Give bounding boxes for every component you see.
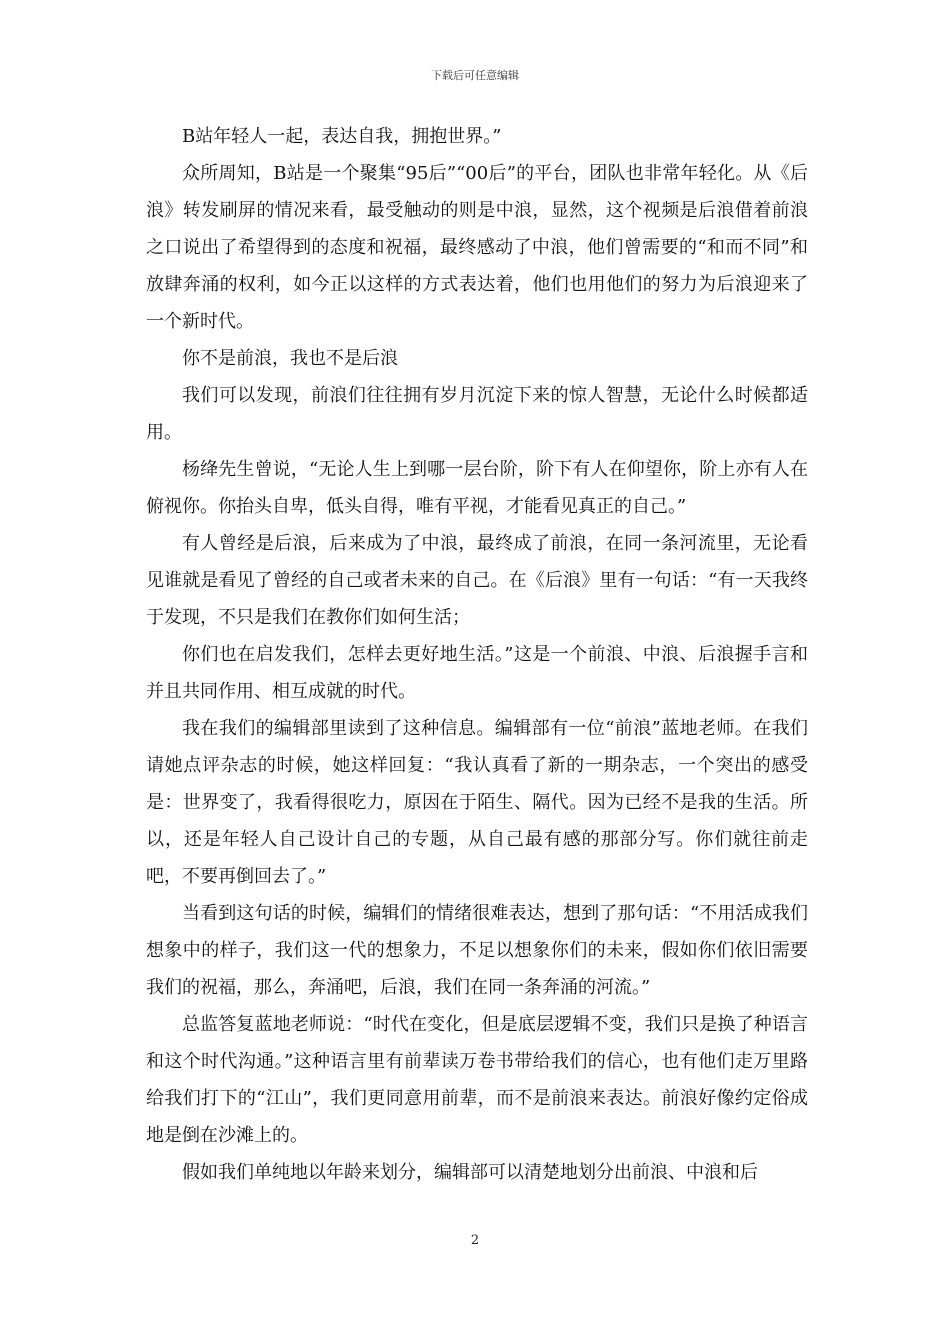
paragraph: 众所周知，B站是一个聚集“95后”“00后”的平台，团队也非常年轻化。从《后浪》转发刷屏的情况来看，最受触动的则是中浪，显然，这个视频是后浪借着前浪之口说出了希望得到的态度和祝福，最终感动了中浪，他们曾需要的“和而不同”和放肆奔涌的权利，如今正以这样的方式表达着，他们也用他们的努力为后浪迎来了一个新时代。: [146, 163, 808, 332]
paragraph: 你们也在启发我们，怎样去更好地生活。”这是一个前浪、中浪、后浪握手言和并且共同作用、相互成就的时代。: [146, 644, 808, 702]
document-body: [146, 118, 808, 1191]
page-number: 2: [470, 1233, 480, 1248]
page-header: 下载后可任意编辑: [431, 69, 519, 82]
paragraph: 当看到这句话的时候，编辑们的情绪很难表达，想到了那句话：“不用活成我们想象中的样子，我们这一代的想象力，不足以想象你们的未来，假如你们依旧需要我们的祝福，那么，奔涌吧，后浪，我们在同一条奔涌的河流。”: [146, 903, 808, 998]
section-heading: 你不是前浪，我也不是后浪: [182, 348, 398, 369]
paragraph: 我们可以发现，前浪们往往拥有岁月沉淀下来的惊人智慧，无论什么时候都适用。: [146, 385, 808, 443]
paragraph: B站年轻人一起，表达自我，拥抱世界。”: [182, 126, 502, 147]
paragraph: 总监答复蓝地老师说：“时代在变化，但是底层逻辑不变，我们只是换了种语言和这个时代沟通。”这种语言里有前辈读万卷书带给我们的信心，也有他们走万里路给我们打下的“江山”，我们更同意用前辈，而不是前浪来表达。前浪好像约定俗成地是倒在沙滩上的。: [146, 1014, 808, 1146]
paragraph: 假如我们单纯地以年龄来划分，编辑部可以清楚地划分出前浪、中浪和后: [182, 1162, 758, 1183]
paragraph: 杨绛先生曾说，“无论人生上到哪一层台阶，阶下有人在仰望你，阶上亦有人在俯视你。你抬头自卑，低头自得，唯有平视，才能看见真正的自己。”: [146, 459, 808, 517]
paragraph: 我在我们的编辑部里读到了这种信息。编辑部有一位“前浪”蓝地老师。在我们请她点评杂志的时候，她这样回复：“我认真看了新的一期杂志，一个突出的感受是：世界变了，我看得很吃力，原因在于陌生、隔代。因为已经不是我的生活。所以，还是年轻人自己设计自己的专题，从自己最有感的那部分写。你们就往前走吧，不要再倒回去了。”: [146, 718, 808, 887]
paragraph: 有人曾经是后浪，后来成为了中浪，最终成了前浪，在同一条河流里，无论看见谁就是看见了曾经的自己或者未来的自己。在《后浪》里有一句话：“有一天我终于发现，不只是我们在教你们如何生活；: [146, 533, 808, 628]
